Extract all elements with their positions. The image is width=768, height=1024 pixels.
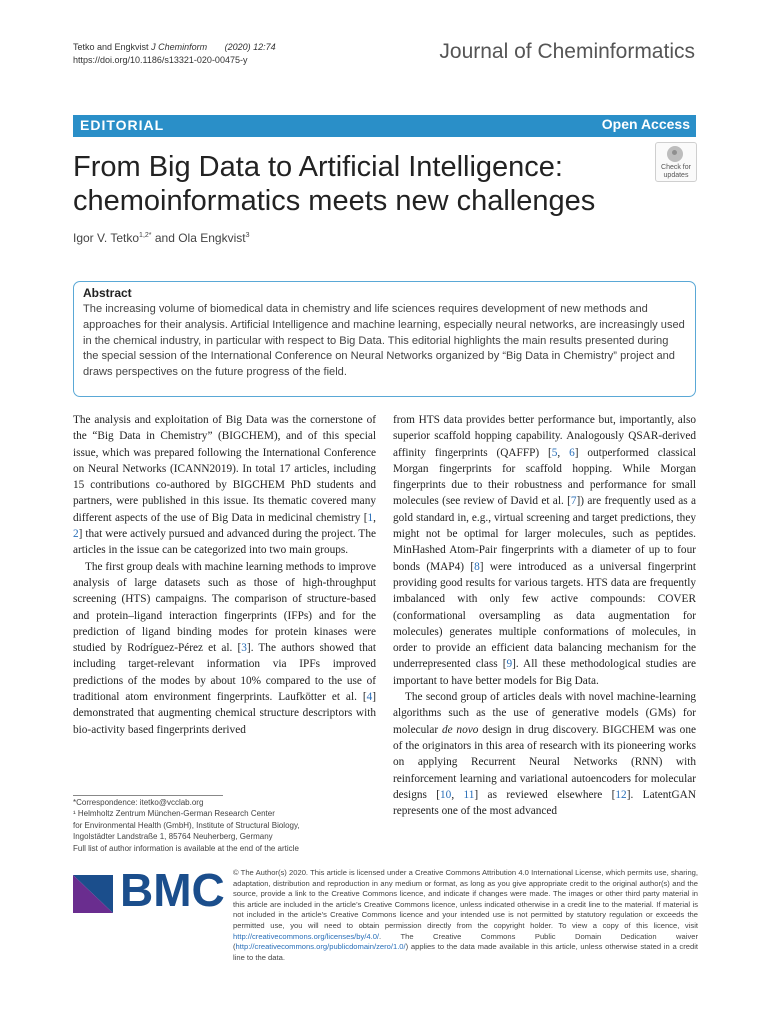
reference-link[interactable]: 2 xyxy=(73,528,79,541)
reference-link[interactable]: 11 xyxy=(463,788,475,801)
bmc-logo-text: BMC xyxy=(120,864,225,916)
abstract-heading: Abstract xyxy=(83,286,132,300)
abstract-box xyxy=(73,281,696,397)
citation-journal: J Cheminform xyxy=(151,42,208,52)
author-1-affiliation: 1,2* xyxy=(139,232,152,239)
open-access-label: Open Access xyxy=(601,116,690,132)
correspondence-email[interactable]: *Correspondence: itetko@vcclab.org xyxy=(73,798,204,807)
license-text: © The Author(s) 2020. This article is licensed under a Creative Commons Attribution 4.0 International License, which permits use, sharing, adaptation, distribution and reproduction in any medium or format, as long as you give appropriate credit to the original author(s) and the source, provide a link to the Creative Commons licence, and indicate if changes were made. The images or other third party material in this article are included in the article’s Creative Commons licence, unless indicated otherwise in a credit line to the material. If material is not included in the article’s Creative Commons licence and your intended use is not permitted by statutory regulation or exceeds the permitted use, you will need to obtain permission directly from the copyright holder. To view a copy of this licence, visit http://creativecommons.org/licenses/by/4.0/. The Creative Commons Public Domain Dedication waiver (http://creativecommons.org/publicdomain/zero/1.0/) applies to the data made available in this article, unless otherwise stated in a credit line to the data. xyxy=(233,868,698,962)
article-type-label: EDITORIAL xyxy=(80,117,165,133)
paragraph: The second group of articles deals with novel machine-learning algorithms such as the use of generative models (GMs) for molecular de novo design in drug discovery. BIGCHEM was one of the originators in this area of research with its pioneering works on applying Recurrent Neural Networks (RNN) with reinforcement learning and variational autoencoders for molecular designs [10, 11] as reviewed elsewhere [12]. LatentGAN represents one of the most advanced xyxy=(393,691,696,818)
author-2-affiliation: 3 xyxy=(245,232,250,239)
body-column-right xyxy=(393,412,696,819)
reference-link[interactable]: 6 xyxy=(569,446,575,459)
check-updates-line2: updates xyxy=(663,172,689,179)
affiliation-line: ¹ Helmholtz Zentrum München-German Research Center xyxy=(73,809,275,819)
reference-link[interactable]: 7 xyxy=(570,495,577,508)
reference-link[interactable]: 4 xyxy=(366,691,373,704)
check-updates-icon xyxy=(667,146,683,162)
author-1[interactable]: Igor V. Tetko xyxy=(73,231,140,245)
public-domain-link[interactable]: http://creativecommons.org/publicdomain/zero/1.0/ xyxy=(235,942,406,952)
paragraph: The analysis and exploitation of Big Data was the cornerstone of the “Big Data in Chemistry” (BIGCHEM), and of this special issue, which was prepared following the International Conference on Neural Networks (ICANN2019). In total 17 articles, including 15 contributions co-authored by BIGCHEM PhD students and partners, were published in this issue. Its thematic covered many different aspects of the use of Big Data in medicinal chemistry [1, 2] that were actively pursued and advanced during the project. The articles in the issue can be categorized into two main groups. xyxy=(73,414,376,557)
footnote-divider xyxy=(73,795,223,796)
reference-link[interactable]: 3 xyxy=(241,642,247,655)
article-title: From Big Data to Artificial Intelligence: chemoinformatics meets new challenges xyxy=(73,151,596,217)
author-2[interactable]: and Ola Engkvist xyxy=(151,231,246,245)
reference-link[interactable]: 12 xyxy=(615,788,627,801)
license-link[interactable]: http://creativecommons.org/licenses/by/4.0/ xyxy=(233,931,380,941)
author-info-note: Full list of author information is available at the end of the article xyxy=(73,843,299,853)
reference-link[interactable]: 9 xyxy=(506,658,513,671)
check-updates-line1: Check for xyxy=(661,164,691,171)
reference-link[interactable]: 5 xyxy=(551,446,558,459)
author-list xyxy=(73,231,249,245)
citation-block xyxy=(73,41,276,67)
check-updates-label xyxy=(656,164,696,180)
paragraph: from HTS data provides better performance but, importantly, also superior scaffold hopping capability. Analogously QSAR-derived affinity fingerprints (QAFFP) [5, 6] outperformed classical Morgan fingerprints for scaffold hopping. While Morgan fingerprints due to their robustness and performance for small molecules (see review of David et al. [7]) are frequently used as a gold standard in, e.g., virtual screening and target predictions, they might not be optimal for larger molecules, such as peptides. MinHashed Atom-Pair fingerprints with a diameter of up to four bonds (MAP4) [8] were introduced as a universal fingerprint providing good results for various targets. HTS data are frequently imbalanced with only few active compounds: COVER (conformational oversampling as data augmentation for molecules) generates multiple conformations of molecules, in order to provide an efficient data balancing mechanism for the underrepresented class [9]. All these methodological studies are important to have better models for Big Data. xyxy=(393,414,697,687)
article-type-bar xyxy=(73,115,696,137)
citation-year-volume: (2020) 12:74 xyxy=(224,42,276,52)
affiliation-line: for Environmental Health (GmbH), Institute of Structural Biology, xyxy=(73,820,300,830)
body-column-left xyxy=(73,412,376,738)
affiliation-line: Ingolstädter Landstraße 1, 85764 Neuherberg, Germany xyxy=(73,832,273,842)
abstract-text: The increasing volume of biomedical data in chemistry and life sciences requires development of new methods and approaches for their analysis. Artificial Intelligence and machine learning, especially neural networks, are increasingly used in the chemical industry, in particular with respect to Big Data. This editorial highlights the main results presented during the special session of the International Conference on Neural Networks organized by “Big Data in Chemistry” project and draws perspectives on the future progress of the field. xyxy=(83,303,685,379)
journal-name: Journal of Cheminformatics xyxy=(439,40,695,63)
citation-line xyxy=(73,41,276,54)
citation-authors: Tetko and Engkvist xyxy=(73,42,149,52)
reference-link[interactable]: 8 xyxy=(474,560,480,573)
footnote xyxy=(73,797,383,854)
reference-link[interactable]: 10 xyxy=(440,788,452,801)
reference-link[interactable]: 1 xyxy=(367,511,374,524)
paragraph: The first group deals with machine learning methods to improve analysis of large datasets such as those of high-throughput screening (HTS) campaigns. The comparison of structure-based and protein–ligand interaction fingerprints (IFPs) and for the prediction of ligand binding modes for protein kinases were studied by Rodríguez-Pérez et al. [3]. The authors showed that including target-relevant information via IPFs improved predictions of the modes by about 10% compared to the use of traditional atom environment fingerprints. Laufkötter et al. [4] demonstrated that augmenting chemical structure descriptors with bio-activity based fingerprints derived xyxy=(73,560,376,736)
doi-link[interactable]: https://doi.org/10.1186/s13321-020-00475-y xyxy=(73,55,248,65)
check-for-updates-button[interactable] xyxy=(655,142,697,182)
